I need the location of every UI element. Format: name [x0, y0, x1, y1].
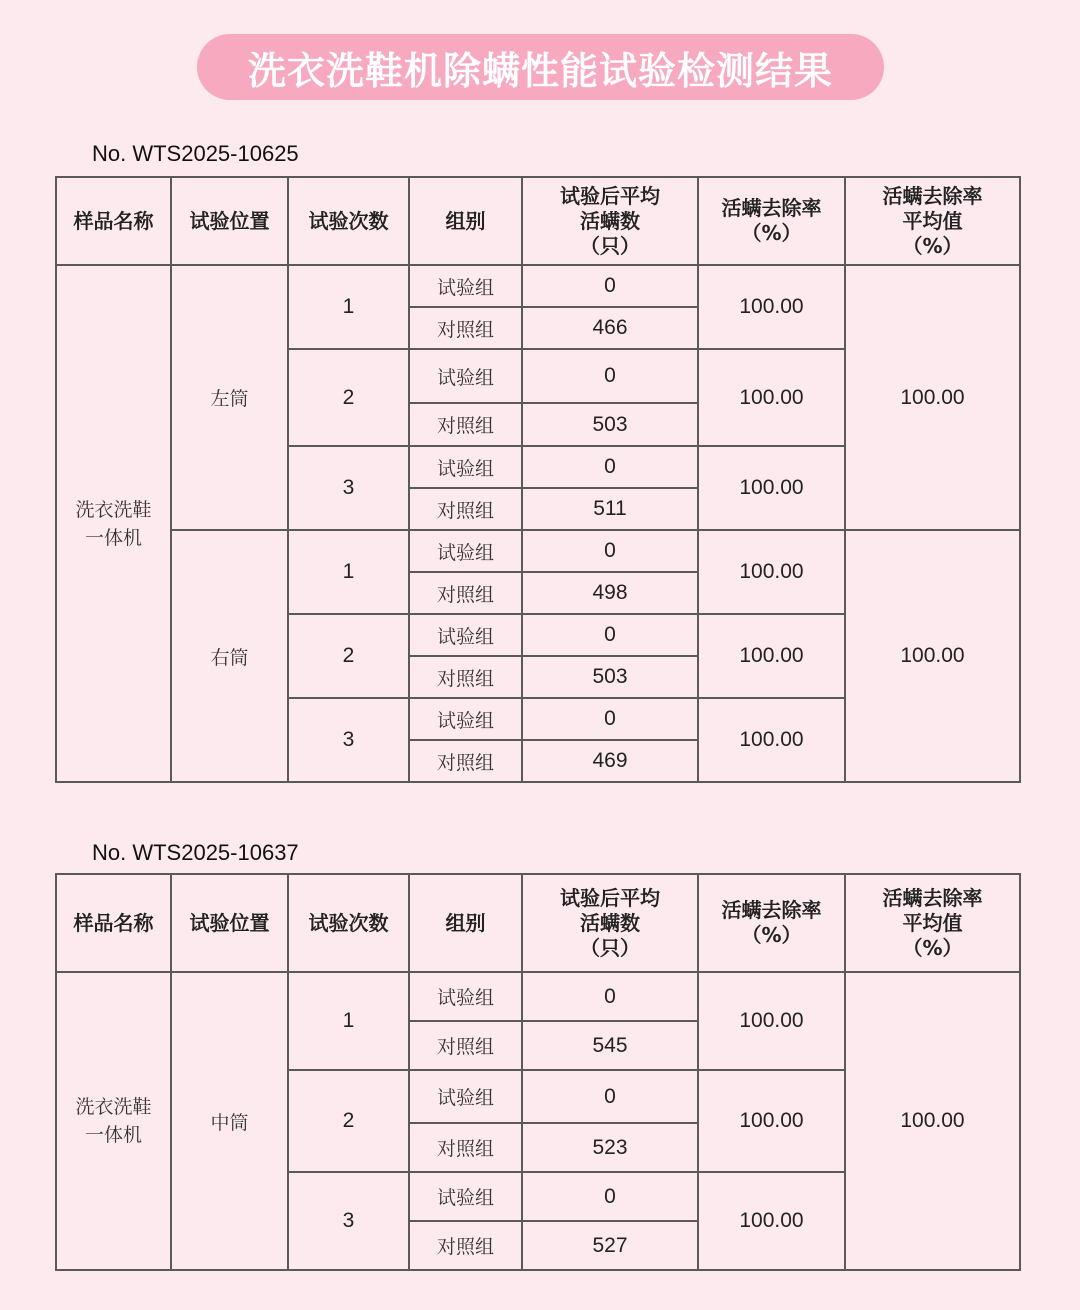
test-count-cell: 0: [522, 614, 698, 656]
report-number: No. WTS2025-10625: [92, 141, 299, 166]
header-group: 组别: [409, 177, 522, 265]
table-row: [56, 530, 1020, 572]
report-number: No. WTS2025-10637: [92, 840, 299, 865]
control-count-cell: 523: [522, 1123, 698, 1172]
test-count-cell: 0: [522, 1070, 698, 1123]
trial-number-cell: 1: [288, 265, 409, 349]
control-count-cell: 469: [522, 740, 698, 782]
header-average-line-1: 试验后平均: [560, 183, 660, 208]
header-average-live-mites: [522, 874, 698, 972]
group-control-cell: 对照组: [409, 1221, 522, 1270]
group-control-cell: 对照组: [409, 1123, 522, 1172]
control-count-cell: 503: [522, 656, 698, 698]
sample-name-line-2: 一体机: [84, 1124, 142, 1146]
sample-name-line-1: 洗衣洗鞋: [75, 1096, 152, 1118]
header-average-line-2: 活螨数: [580, 208, 640, 233]
control-count-cell: 527: [522, 1221, 698, 1270]
header-average-live-mites: [522, 177, 698, 265]
group-control-cell: 对照组: [409, 1021, 522, 1070]
header-rate-line-2: （%）: [741, 221, 802, 245]
sample-name-line-1: 洗衣洗鞋: [75, 498, 152, 521]
group-test-cell: 试验组: [409, 349, 522, 403]
trial-number-cell: 3: [288, 446, 409, 530]
trial-number-cell: 1: [288, 972, 409, 1070]
position-cell: 左筒: [171, 265, 288, 530]
trial-number-cell: 2: [288, 1070, 409, 1172]
group-test-cell: 试验组: [409, 446, 522, 488]
header-trial-count: 试验次数: [288, 874, 409, 972]
header-row: [56, 177, 1020, 265]
trial-number-cell: 3: [288, 698, 409, 782]
removal-rate-mean-cell: 100.00: [845, 530, 1020, 782]
removal-rate-cell: 100.00: [698, 530, 845, 614]
removal-rate-cell: 100.00: [698, 265, 845, 349]
trial-number-cell: 3: [288, 1172, 409, 1270]
group-test-cell: 试验组: [409, 972, 522, 1021]
header-average-line-2: 活螨数: [580, 910, 640, 935]
trial-number-cell: 2: [288, 614, 409, 698]
header-sample-name: 样品名称: [56, 177, 171, 265]
header-average-line-3: （只）: [580, 935, 640, 960]
group-test-cell: 试验组: [409, 698, 522, 740]
test-count-cell: 0: [522, 698, 698, 740]
test-count-cell: 0: [522, 1172, 698, 1221]
table-row: [56, 972, 1020, 1021]
test-count-cell: 0: [522, 530, 698, 572]
test-count-cell: 0: [522, 265, 698, 307]
header-average-line-3: （只）: [580, 233, 640, 258]
header-average-line-1: 试验后平均: [560, 885, 660, 910]
header-mean-line-2: 平均值: [902, 208, 963, 233]
removal-rate-cell: 100.00: [698, 698, 845, 782]
group-test-cell: 试验组: [409, 614, 522, 656]
header-test-position: 试验位置: [171, 874, 288, 972]
removal-rate-cell: 100.00: [698, 349, 845, 446]
sample-name-line-2: 一体机: [84, 526, 142, 549]
control-count-cell: 498: [522, 572, 698, 614]
header-mean-line-1: 活螨去除率: [882, 885, 983, 910]
control-count-cell: 545: [522, 1021, 698, 1070]
header-removal-rate-mean: [845, 177, 1020, 265]
header-removal-rate: [698, 874, 845, 972]
header-rate-line-1: 活螨去除率: [721, 196, 822, 220]
removal-rate-cell: 100.00: [698, 1070, 845, 1172]
header-mean-line-1: 活螨去除率: [882, 183, 983, 208]
trial-number-cell: 2: [288, 349, 409, 446]
group-control-cell: 对照组: [409, 656, 522, 698]
group-control-cell: 对照组: [409, 572, 522, 614]
group-test-cell: 试验组: [409, 265, 522, 307]
header-test-position: 试验位置: [171, 177, 288, 265]
group-control-cell: 对照组: [409, 740, 522, 782]
control-count-cell: 511: [522, 488, 698, 530]
sample-name-cell: [56, 265, 171, 782]
removal-rate-mean-cell: 100.00: [845, 972, 1020, 1270]
table-row: [56, 265, 1020, 307]
header-rate-line-1: 活螨去除率: [721, 898, 822, 922]
removal-rate-cell: 100.00: [698, 446, 845, 530]
header-mean-line-2: 平均值: [902, 910, 963, 935]
removal-rate-cell: 100.00: [698, 614, 845, 698]
group-control-cell: 对照组: [409, 307, 522, 349]
trial-number-cell: 1: [288, 530, 409, 614]
header-removal-rate: [698, 177, 845, 265]
header-sample-name: 样品名称: [56, 874, 171, 972]
page-title: 洗衣洗鞋机除螨性能试验检测结果: [197, 34, 884, 100]
results-table: [55, 873, 1021, 1271]
header-mean-line-3: （%）: [902, 233, 963, 258]
control-count-cell: 466: [522, 307, 698, 349]
position-cell: 中筒: [171, 972, 288, 1270]
position-cell: 右筒: [171, 530, 288, 782]
removal-rate-mean-cell: 100.00: [845, 265, 1020, 530]
sample-name-cell: [56, 972, 171, 1270]
removal-rate-cell: 100.00: [698, 972, 845, 1070]
test-count-cell: 0: [522, 446, 698, 488]
test-count-cell: 0: [522, 972, 698, 1021]
group-control-cell: 对照组: [409, 488, 522, 530]
control-count-cell: 503: [522, 403, 698, 446]
header-mean-line-3: （%）: [902, 935, 963, 960]
group-test-cell: 试验组: [409, 1070, 522, 1123]
group-test-cell: 试验组: [409, 530, 522, 572]
group-control-cell: 对照组: [409, 403, 522, 446]
results-table: [55, 176, 1021, 783]
header-group: 组别: [409, 874, 522, 972]
group-test-cell: 试验组: [409, 1172, 522, 1221]
removal-rate-cell: 100.00: [698, 1172, 845, 1270]
header-rate-line-2: （%）: [741, 923, 802, 947]
header-removal-rate-mean: [845, 874, 1020, 972]
header-row: [56, 874, 1020, 972]
header-trial-count: 试验次数: [288, 177, 409, 265]
test-count-cell: 0: [522, 349, 698, 403]
